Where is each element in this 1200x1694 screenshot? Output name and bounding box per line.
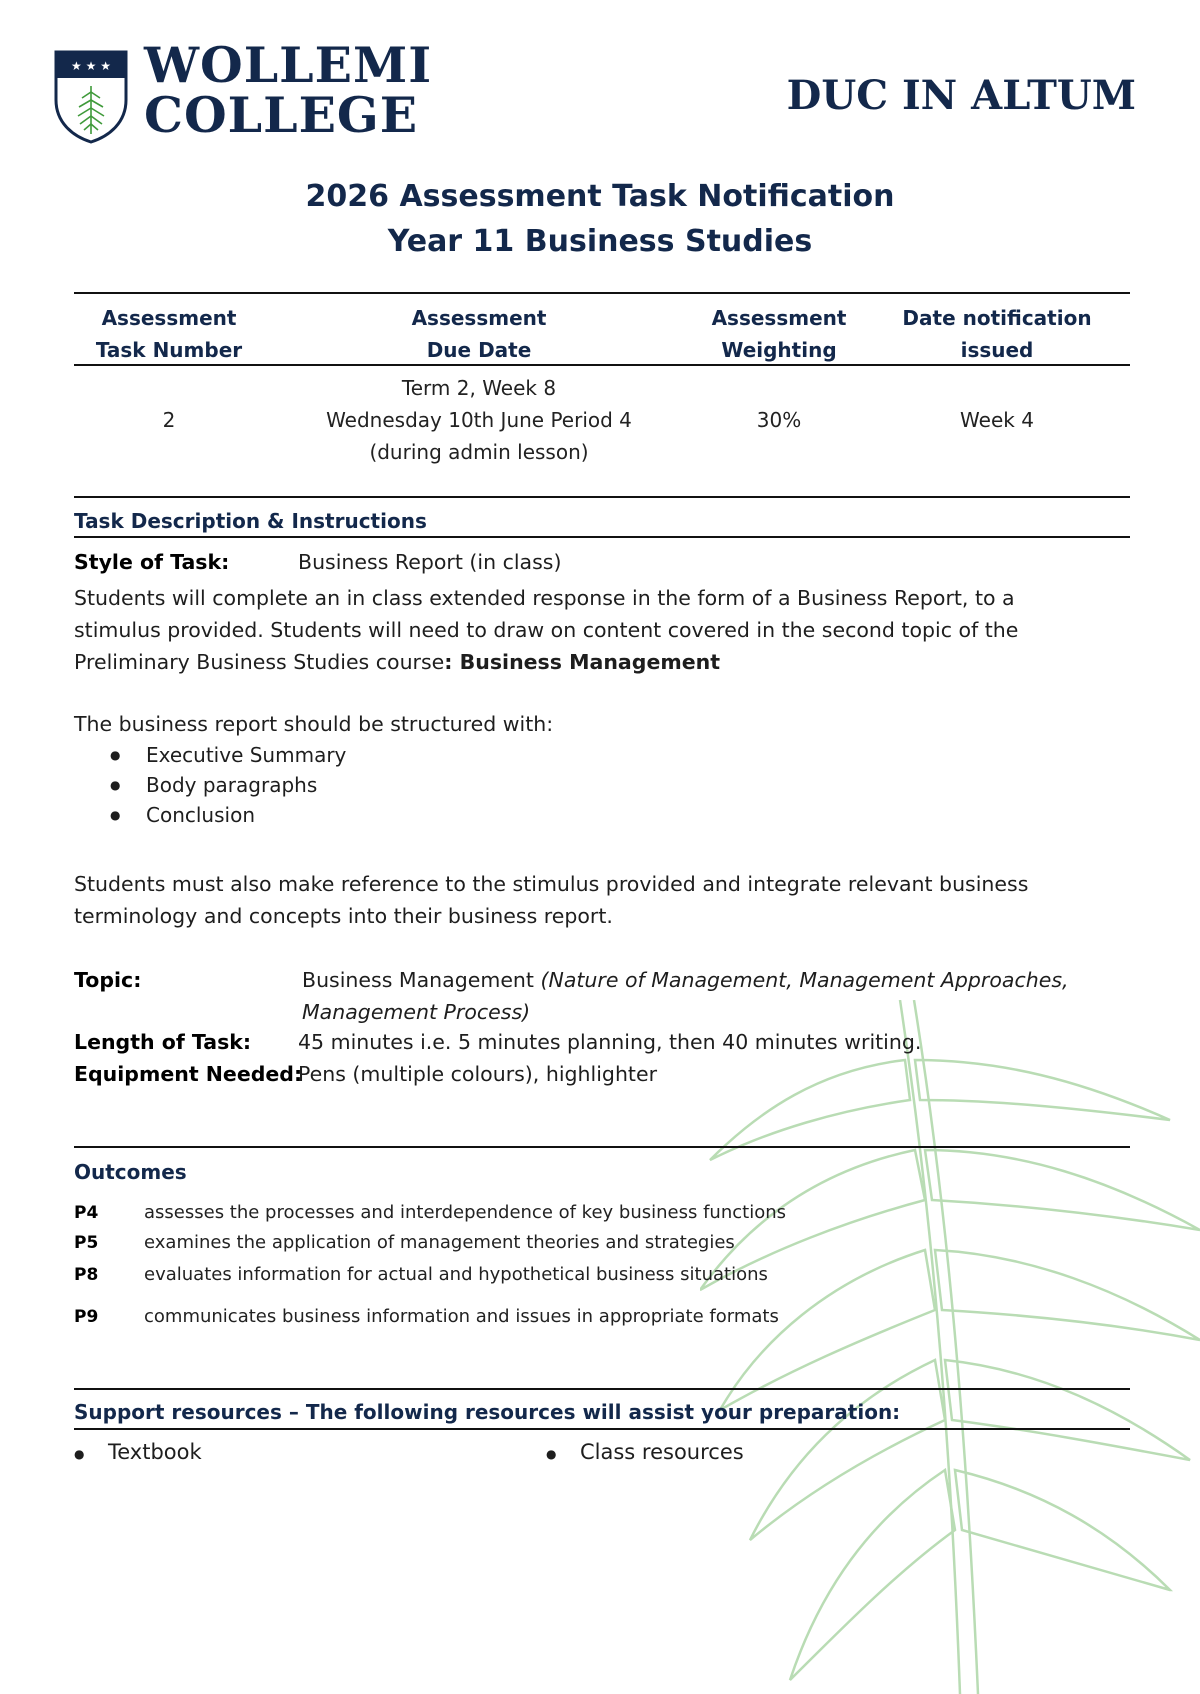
length-label: Length of Task: — [74, 1030, 252, 1054]
equipment-label: Equipment Needed: — [74, 1062, 303, 1086]
outcome-desc: communicates business information and issues in appropriate formats — [144, 1306, 779, 1327]
college-name — [144, 36, 433, 144]
date-issued-value: Week 4 — [960, 408, 1034, 432]
college-name-line2: COLLEGE — [144, 86, 419, 144]
task-section-title: Task Description & Instructions — [74, 509, 427, 533]
structure-list — [74, 740, 1134, 830]
resource-item: ● Class resources — [580, 1437, 744, 1467]
header-weighting — [694, 302, 864, 366]
document-title — [0, 174, 1200, 264]
outcome-code: P5 — [74, 1233, 99, 1253]
header-date-issued-line1: Date notification — [902, 306, 1092, 330]
topic-value — [302, 964, 1142, 1028]
stimulus-line1: Students must also make reference to the stimulus provided and integrate relevant business — [74, 872, 1029, 896]
resources-bottom-rule — [74, 1428, 1130, 1430]
header-due-date-line1: Assessment — [411, 306, 547, 330]
topic-value-detail: (Nature of Management, Management Approaches, — [540, 968, 1069, 992]
style-of-task-value: Business Report (in class) — [298, 550, 562, 574]
structure-intro: The business report should be structured with: — [74, 712, 554, 736]
stimulus-paragraph — [74, 868, 1134, 932]
due-date-line2: Wednesday 10th June Period 4 — [326, 408, 632, 432]
weighting-value: 30% — [756, 408, 802, 432]
college-crest-logo — [54, 50, 128, 144]
task-section-top-rule — [74, 496, 1130, 498]
header-task-number-line1: Assessment — [101, 306, 237, 330]
style-of-task-label: Style of Task: — [74, 550, 230, 574]
stimulus-line2: terminology and concepts into their business report. — [74, 904, 613, 928]
header-weighting-line2: Weighting — [721, 338, 837, 362]
topic-value-main: Business Management — [302, 968, 541, 992]
length-value: 45 minutes i.e. 5 minutes planning, then 40 minutes writing. — [298, 1030, 922, 1054]
assessment-table-header — [74, 302, 1130, 366]
header-task-number-line2: Task Number — [95, 338, 243, 362]
outcome-desc: examines the application of management theories and strategies — [144, 1232, 735, 1253]
list-item: ● Executive Summary — [74, 740, 1134, 770]
description-topic-bold: : Business Management — [444, 650, 721, 674]
description-line3-text: Preliminary Business Studies course — [74, 650, 445, 674]
topic-value-detail-cont: Management Process) — [302, 1000, 531, 1024]
resources-top-rule — [74, 1388, 1130, 1390]
outcome-desc: assesses the processes and interdependence of key business functions — [144, 1202, 786, 1223]
outcomes-title: Outcomes — [74, 1160, 187, 1184]
svg-text:★ ★ ★: ★ ★ ★ — [71, 59, 111, 73]
due-date-line1: Term 2, Week 8 — [401, 376, 557, 400]
equipment-value: Pens (multiple colours), highlighter — [298, 1062, 658, 1086]
table-header-rule — [74, 364, 1130, 366]
task-section-bottom-rule — [74, 536, 1130, 538]
task-number-value: 2 — [162, 408, 176, 432]
description-line1: Students will complete an in class extended response in the form of a Business Report, to a — [74, 586, 1015, 610]
header-due-date-line2: Due Date — [426, 338, 532, 362]
header-weighting-line1: Assessment — [711, 306, 847, 330]
resources-title: Support resources – The following resources will assist your preparation: — [74, 1400, 901, 1424]
resource-item: ● Textbook — [108, 1437, 202, 1467]
description-line2: stimulus provided. Students will need to draw on content covered in the second topic of the — [74, 618, 1019, 642]
topic-label: Topic: — [74, 968, 142, 992]
college-motto: DUC IN ALTUM — [786, 72, 1136, 119]
list-item: ● Conclusion — [74, 800, 1134, 830]
outcome-code: P9 — [74, 1307, 99, 1327]
list-item: ● Body paragraphs — [74, 770, 1134, 800]
header-date-issued — [864, 302, 1130, 366]
outcome-code: P4 — [74, 1203, 99, 1223]
due-date-line3: (during admin lesson) — [369, 440, 589, 464]
task-description-paragraph — [74, 582, 1134, 678]
header-task-number — [74, 302, 264, 366]
title-line2: Year 11 Business Studies — [387, 224, 813, 259]
header-date-issued-line2: issued — [960, 338, 1034, 362]
outcome-code: P8 — [74, 1265, 99, 1285]
assessment-table-row — [74, 372, 1130, 468]
table-top-rule — [74, 292, 1130, 294]
title-line1: 2026 Assessment Task Notification — [305, 179, 895, 214]
description-line3 — [74, 646, 1134, 678]
outcome-desc: evaluates information for actual and hypothetical business situations — [144, 1264, 768, 1285]
due-date-value — [264, 372, 694, 468]
college-name-line1: WOLLEMI — [144, 36, 433, 94]
header-due-date — [264, 302, 694, 366]
outcomes-top-rule — [74, 1146, 1130, 1148]
